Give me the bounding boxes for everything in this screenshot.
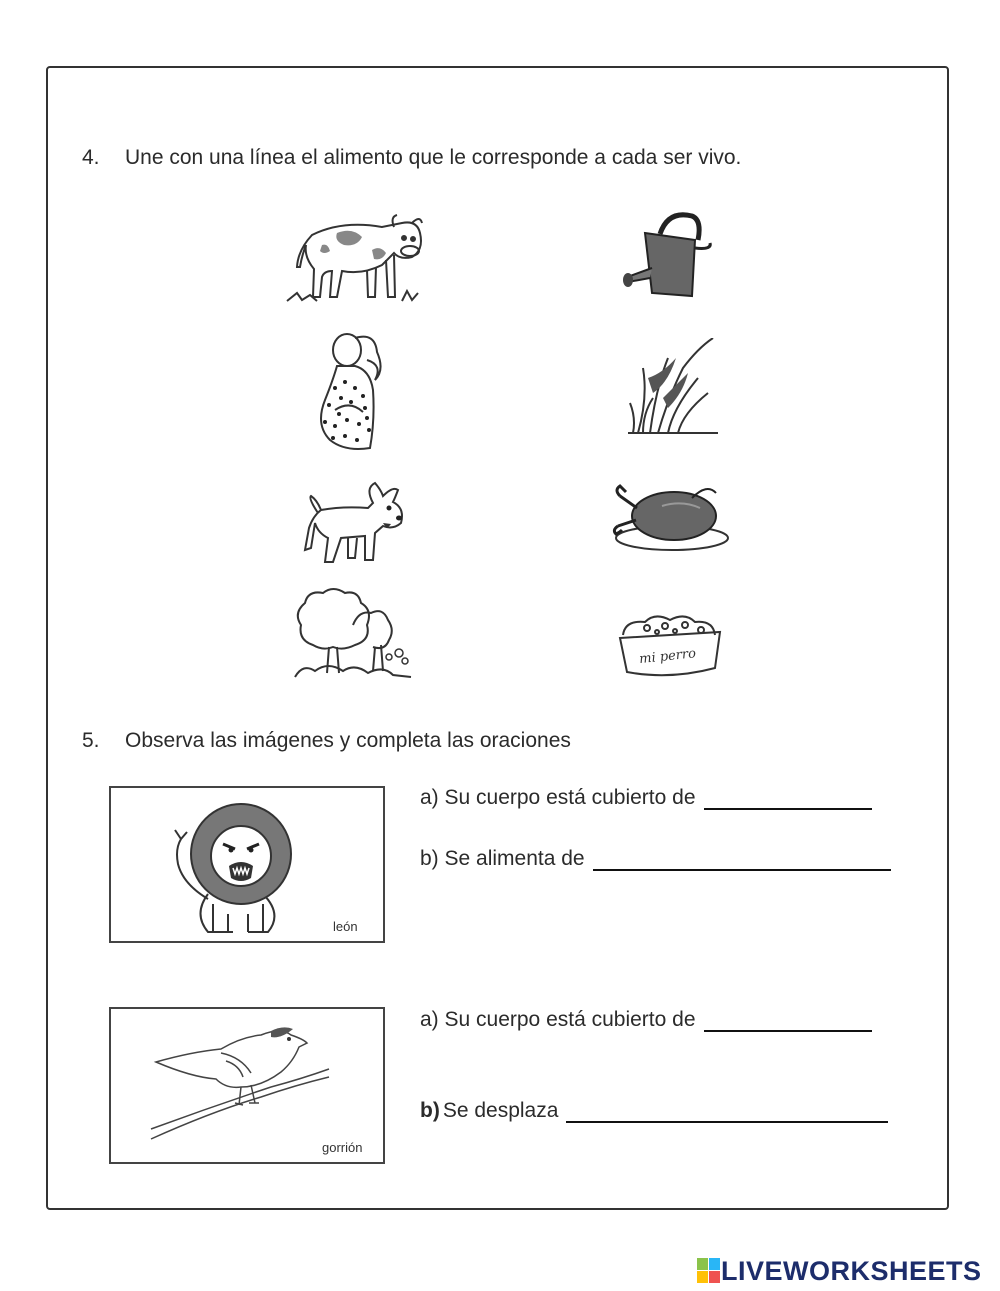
lion-image-box [109, 786, 385, 943]
liveworksheets-logo [697, 1255, 982, 1287]
question-4-number: 4. [82, 146, 100, 169]
pregnant-woman-icon[interactable] [315, 330, 400, 455]
sparrow-caption: gorrión [322, 1140, 363, 1155]
lion-blank-a[interactable] [704, 788, 872, 810]
trees-icon[interactable] [293, 585, 413, 680]
sparrow-sentence-a [420, 1008, 872, 1032]
lion-sentence-a [420, 786, 872, 810]
liveworksheets-logo-icon [697, 1258, 721, 1284]
sparrow-blank-a[interactable] [704, 1010, 872, 1032]
lion-sentence-b-label: b) Se alimenta de [420, 847, 585, 870]
sparrow-image-box [109, 1007, 385, 1164]
dog-bowl-label: mi perro [638, 646, 697, 668]
sparrow-blank-b[interactable] [566, 1101, 888, 1123]
lion-blank-b[interactable] [593, 849, 891, 871]
sparrow-sentence-b-label: Se desplaza [442, 1099, 559, 1122]
lion-sentence-a-label: a) Su cuerpo está cubierto de [420, 786, 696, 809]
sparrow-sentence-b-prefix: b) [420, 1099, 440, 1122]
liveworksheets-brand: LIVEWORKSHEETS [721, 1255, 982, 1286]
roast-chicken-icon[interactable] [612, 478, 730, 553]
grass-icon[interactable] [628, 338, 718, 438]
lion-sentence-b [420, 847, 891, 871]
question-5-number: 5. [82, 729, 100, 752]
lion-icon [173, 794, 303, 934]
cow-icon[interactable] [282, 205, 427, 310]
lion-caption: león [333, 919, 358, 934]
dog-food-bowl-icon[interactable] [615, 610, 725, 680]
dog-icon[interactable] [303, 478, 408, 568]
sparrow-sentence-b [420, 1099, 888, 1123]
sparrow-sentence-a-label: a) Su cuerpo está cubierto de [420, 1008, 696, 1031]
question-5-text: Observa las imágenes y completa las oraciones [125, 729, 571, 752]
sparrow-icon [131, 1017, 331, 1147]
question-4-text: Une con una línea el alimento que le corresponde a cada ser vivo. [125, 146, 742, 169]
watering-can-icon[interactable] [620, 208, 720, 298]
